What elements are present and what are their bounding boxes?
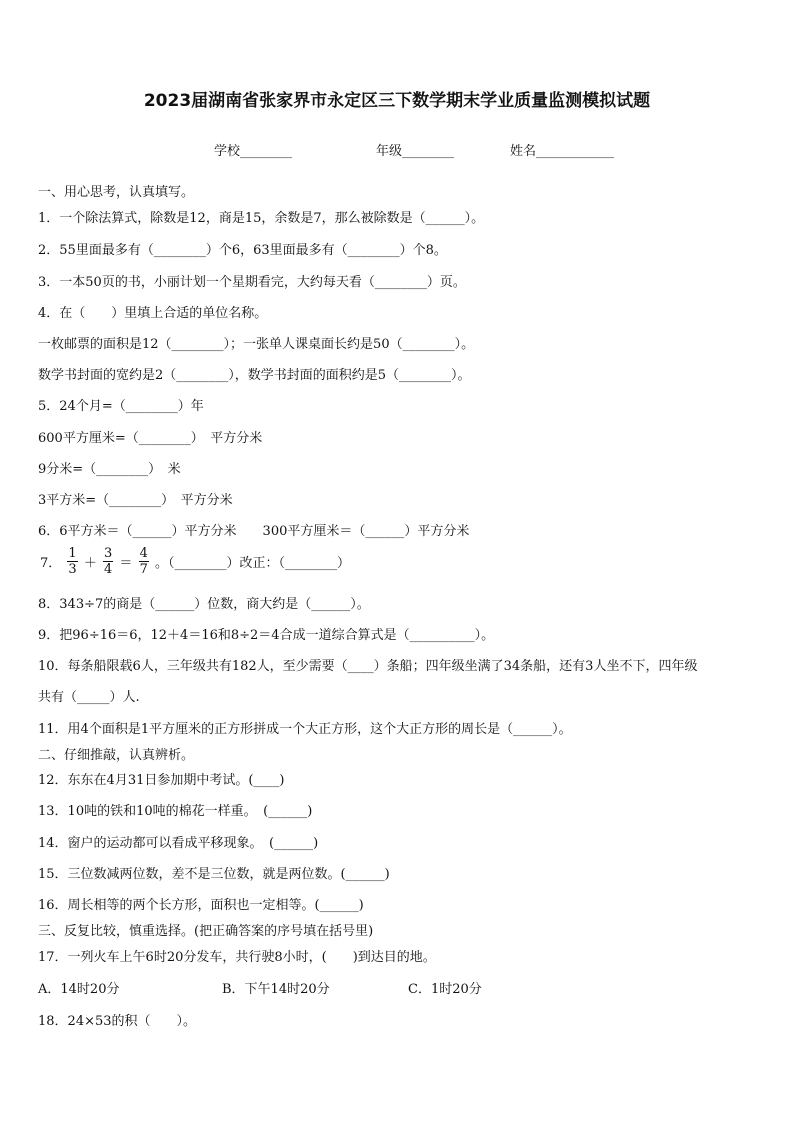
page-title: 2023届湖南省张家界市永定区三下数学期末学业质量监测模拟试题: [143, 91, 651, 111]
question-5-line-3: 9分米=（________） 米: [38, 462, 181, 477]
question-5-line-2: 600平方厘米=（________） 平方分米: [38, 431, 263, 446]
question-17-option-c: C．1时20分: [408, 982, 482, 997]
question-7: [38, 546, 352, 577]
school-field: 学校________: [214, 144, 293, 159]
question-3: 3．一本50页的书，小丽计划一个星期看完，大约每天看（________）页。: [38, 275, 466, 290]
question-10: 10．每条船限载6人，三年级共有182人，至少需要（____）条船；四年级坐满了34条船，还有3人坐不下，四年级: [38, 659, 698, 674]
name-field: 姓名____________: [510, 144, 615, 159]
question-17: 17．一列火车上午6时20分发车，共行驶8小时，( )到达目的地。: [38, 950, 436, 965]
question-4-line-2: 数学书封面的宽约是2（________），数学书封面的面积约是5（________）。: [38, 368, 471, 383]
question-16: 16．周长相等的两个长方形，面积也一定相等。(______): [38, 898, 364, 913]
section-2-heading: 二、仔细推敲，认真辨析。: [38, 748, 195, 763]
question-5-line-4: 3平方米=（________） 平方分米: [38, 493, 233, 508]
fraction-3: $\frac{4}{7}$: [139, 546, 148, 577]
question-5: 5．24个月=（________）年: [38, 399, 204, 414]
question-4: 4．在（ ）里填上合适的单位名称。: [38, 306, 268, 321]
question-13: 13．10吨的铁和10吨的棉花一样重。 (______): [38, 804, 313, 819]
section-3-heading: 三、反复比较，慎重选择。(把正确答案的序号填在括号里): [38, 924, 374, 939]
question-7-label: 7．: [40, 556, 62, 571]
question-15: 15．三位数减两位数，差不是三位数，就是两位数。(______): [38, 867, 390, 882]
question-6: 6．6平方米＝（______）平方分米 300平方厘米＝（______）平方分米: [38, 524, 470, 539]
question-2: 2．55里面最多有（________）个6，63里面最多有（________）个8。: [38, 243, 447, 258]
question-8: 8．343÷7的商是（______）位数，商大约是（______）。: [38, 597, 370, 612]
question-7-tail: 。（________）改正：（________）: [155, 556, 351, 571]
equals-sign: ＝: [119, 556, 133, 571]
question-9: 9．把96÷16＝6，12＋4＝16和8÷2＝4合成一道综合算式是（__________）。: [38, 628, 495, 643]
question-11: 11．用4个面积是1平方厘米的正方形拼成一个大正方形，这个大正方形的周长是（______）。: [38, 722, 572, 737]
question-17-option-a: A．14时20分: [38, 982, 120, 997]
grade-field: 年级________: [376, 144, 455, 159]
question-10-line-2: 共有（_____）人.: [38, 690, 140, 705]
question-12: 12．东东在4月31日参加期中考试。(____): [38, 773, 285, 788]
question-4-line-1: 一枚邮票的面积是12（________）；一张单人课桌面长约是50（________）。: [38, 337, 475, 352]
question-17-option-b: B．下午14时20分: [222, 982, 330, 997]
plus-sign: ＋: [83, 556, 97, 571]
fraction-2: $\frac{3}{4}$: [104, 546, 113, 577]
question-14: 14．窗户的运动都可以看成平移现象。 (______): [38, 836, 319, 851]
section-1-heading: 一、用心思考，认真填写。: [38, 185, 195, 200]
fraction-1: $\frac{1}{3}$: [68, 546, 77, 577]
question-1: 1．一个除法算式，除数是12，商是15，余数是7，那么被除数是（______）。: [38, 211, 485, 226]
question-18: 18．24×53的积（ ）。: [38, 1014, 197, 1029]
